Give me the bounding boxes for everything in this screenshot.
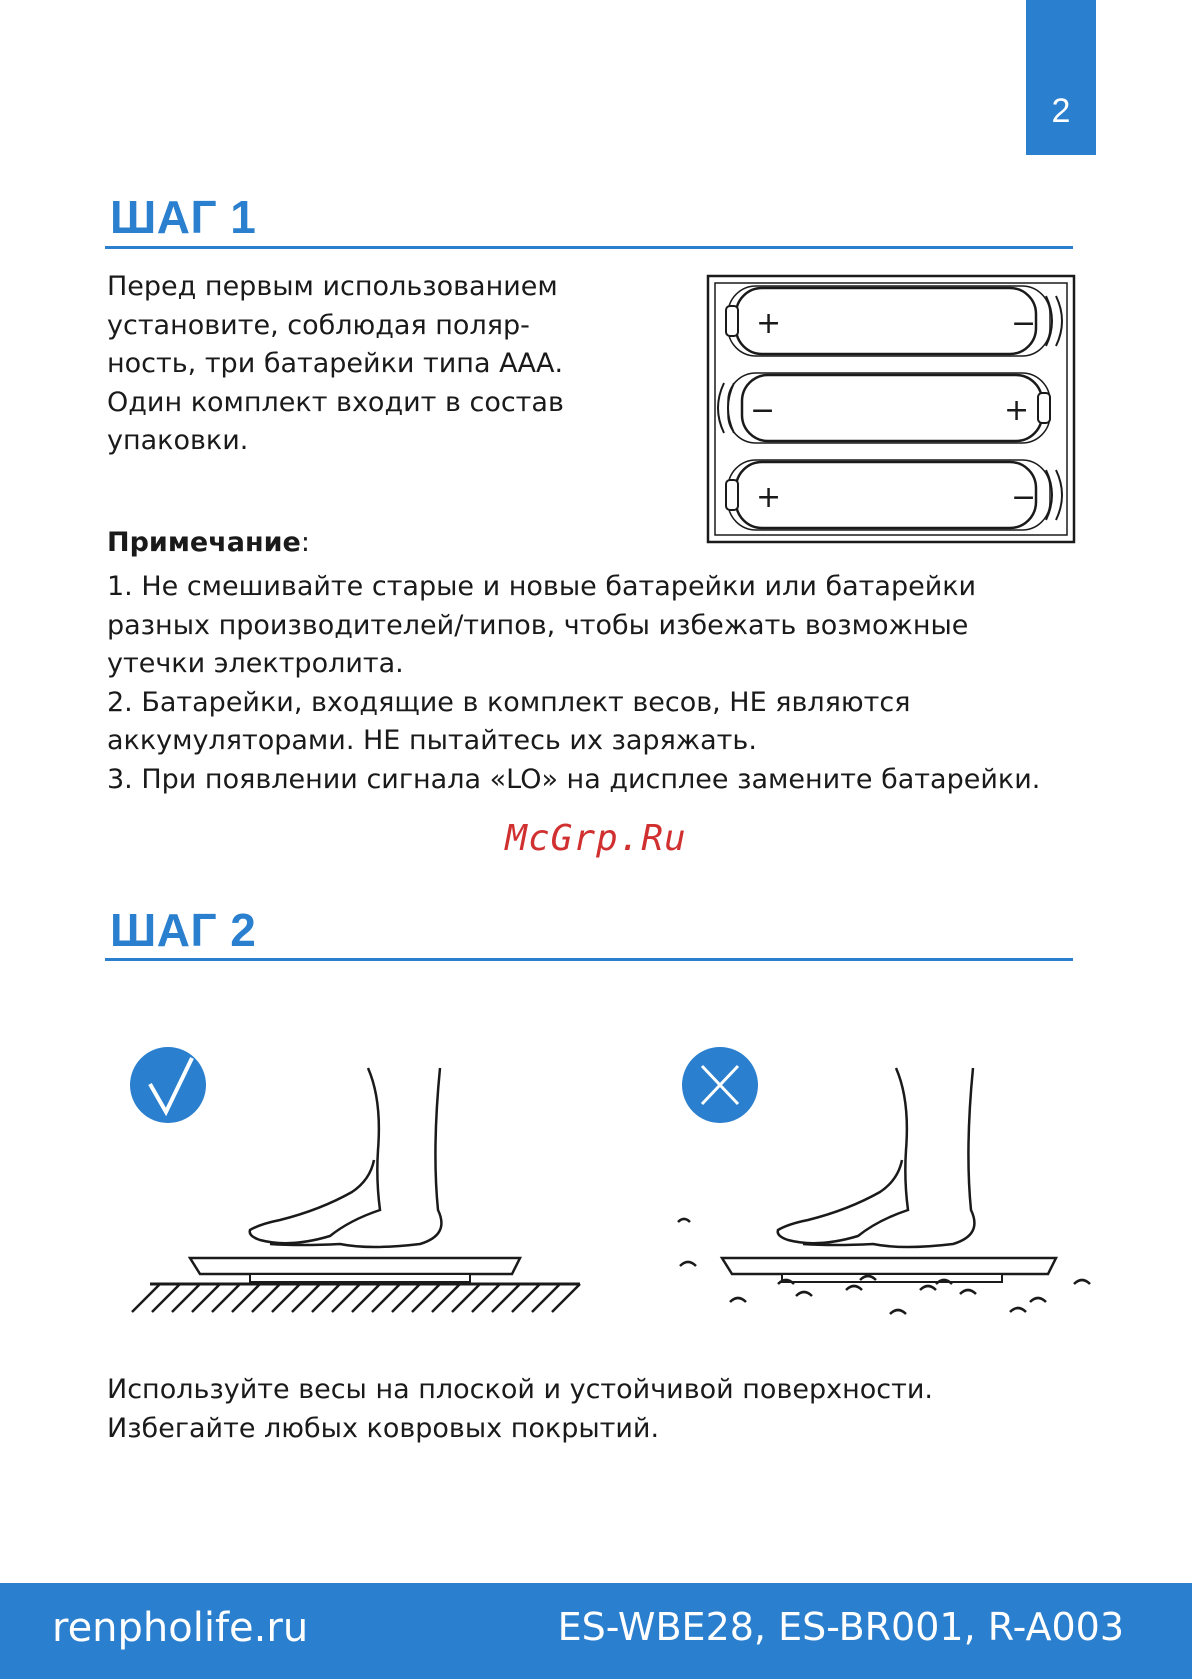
- step1-title: ШАГ 1: [110, 191, 257, 243]
- step1-line: ность, три батарейки типа ААА.: [107, 348, 564, 379]
- step1-divider: [105, 246, 1073, 249]
- note-line: 1. Не смешивайте старые и новые батарейки или батарейки: [107, 571, 977, 602]
- note-line: 3. При появлении сигнала «LO» на дисплее замените батарейки.: [107, 763, 1041, 795]
- wrong-surface-illustration: [660, 1040, 1110, 1320]
- step2-line: Избегайте любых ковровых покрытий.: [107, 1412, 660, 1444]
- floor-hatching: [132, 1284, 580, 1312]
- note-line: разных производителей/типов, чтобы избежать возможные: [107, 609, 969, 641]
- note-colon: :: [300, 527, 310, 558]
- watermark: McGrp.Ru: [505, 818, 687, 859]
- battery-2: [718, 373, 1050, 443]
- note-title: Примечание: [107, 527, 301, 558]
- correct-surface-illustration: [120, 1040, 600, 1320]
- check-icon: [130, 1047, 206, 1123]
- scale-platform: [190, 1258, 520, 1274]
- step2-description: [107, 1371, 933, 1448]
- scale-base: [782, 1274, 1002, 1282]
- battery-compartment-illustration: [706, 274, 1076, 544]
- battery-1: [726, 286, 1062, 356]
- battery-minus-sign: −: [1011, 306, 1037, 341]
- note-heading: [107, 527, 310, 558]
- scale-base: [250, 1274, 470, 1282]
- page-number-tab: [1026, 0, 1096, 155]
- step2-line: Используйте весы на плоской и устойчивой поверхности.: [107, 1374, 933, 1405]
- cross-icon: [682, 1047, 758, 1123]
- step1-line: упаковки.: [107, 425, 249, 456]
- step2-divider: [105, 958, 1073, 961]
- battery-plus-sign: +: [756, 480, 782, 515]
- step1-line: Перед первым использованием: [107, 271, 558, 302]
- notes-list: [107, 568, 1107, 799]
- step1-description: [107, 268, 564, 461]
- battery-minus-sign: −: [750, 393, 776, 428]
- note-line: утечки электролита.: [107, 648, 404, 679]
- foot-outline: [250, 1068, 380, 1243]
- battery-plus-sign: +: [1004, 393, 1030, 428]
- step2-title: ШАГ 2: [110, 904, 257, 956]
- scale-platform: [722, 1258, 1056, 1274]
- footer-site[interactable]: renpholife.ru: [52, 1605, 309, 1651]
- note-line: аккумуляторами. НЕ пытайтесь их заряжать.: [107, 725, 757, 756]
- note-line: 2. Батарейки, входящие в комплект весов, НЕ являются: [107, 686, 911, 718]
- footer-models: ES-WBE28, ES-BR001, R-A003: [557, 1605, 1124, 1649]
- foot-outline: [778, 1068, 908, 1243]
- leg-outline: [803, 1068, 974, 1247]
- page-number: 2: [1051, 92, 1071, 130]
- battery-plus-sign: +: [756, 306, 782, 341]
- step1-line: установите, соблюдая поляр-: [107, 309, 530, 341]
- battery-minus-sign: −: [1011, 480, 1037, 515]
- footer: [0, 1583, 1192, 1679]
- step1-line: Один комплект входит в состав: [107, 386, 564, 418]
- battery-3: [726, 460, 1062, 530]
